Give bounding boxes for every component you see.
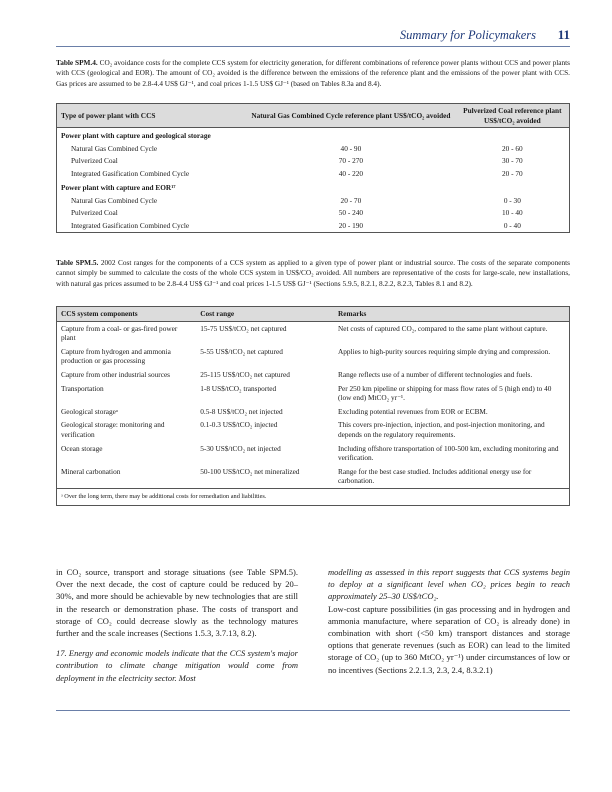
table-row xyxy=(57,465,570,489)
plant-type: Pulverized Coal xyxy=(71,208,118,218)
plant-type: Integrated Gasification Combined Cycle xyxy=(71,220,190,230)
remarks: Range reflects use of a number of different technologies and fuels. xyxy=(337,369,533,379)
body-paragraph: Low-cost capture possibilities (in gas processing and in hydrogen and ammonia manufacture, where separation of CO₂ is already done) in combination with short (<50 km) transport distances and storage options that generate revenues (such as EOR) can lead to the limited storage of CO₂ (up to 360 MtCO₂ yr⁻¹) under circumstances of low or no incentives (Sections 2.2.1.3, 2.3, 2.4, 8.3.2.1) xyxy=(328,603,570,675)
pc-cost: 20 - 60 xyxy=(501,143,523,153)
ngcc-cost: 50 - 240 xyxy=(338,208,364,218)
ngcc-cost: 20 - 190 xyxy=(338,220,364,230)
cost-range: 25-115 US$/tCO₂ net captured xyxy=(200,369,290,379)
table-label: Table SPM.5. xyxy=(56,258,99,267)
cost-range: 50-100 US$/tCO₂ net mineralized xyxy=(200,466,300,476)
caption-text: 2002 Cost ranges for the components of a CCS system as applied to a given type of power plant or industrial source. The costs of the separate components cannot simply be summed to calculate the costs of the whole CCS system in US$/CO₂ avoided. All numbers are representative of the costs for large-scale, new installations, with natural gas prices assumed to be 2.8-4.4 US$ GJ⁻¹ and coal prices 1-1.5 US$ GJ⁻¹ (Sections 5.9.5, 8.2.1, 8.2.2, 8.2.3, Tables 8.1 and 8.2). xyxy=(56,258,570,288)
remarks: Per 250 km pipeline or shipping for mass flow rates of 5 (high end) to 40 (low end) MtCO₂ yr⁻¹. xyxy=(337,383,552,403)
column-header: Remarks xyxy=(334,307,570,322)
header-rule xyxy=(56,46,570,47)
body-column-right xyxy=(328,566,570,676)
pc-cost: 0 - 40 xyxy=(503,220,521,230)
key-point-17: 17. Energy and economic models indicate that the CCS system's major contribution to climate change mitigation would come from deployment in the electricity sector. Most xyxy=(56,648,298,683)
cost-range: 15-75 US$/tCO₂ net captured xyxy=(200,323,287,333)
pc-cost: 10 - 40 xyxy=(501,208,523,218)
cost-range: 1-8 US$/tCO₂ transported xyxy=(200,383,277,393)
table-label: Table SPM.4. xyxy=(56,58,98,67)
remarks: Including offshore transportation of 100-500 km, excluding monitoring and verification. xyxy=(337,443,559,463)
column-header: Type of power plant with CCS xyxy=(57,104,247,128)
plant-type: Natural Gas Combined Cycle xyxy=(71,195,158,205)
column-header: Pulverized Coal reference plant US$/tCO₂ avoided xyxy=(456,104,570,128)
table-row xyxy=(57,207,570,220)
ngcc-cost: 70 - 270 xyxy=(338,156,364,166)
table-row xyxy=(57,382,570,405)
ngcc-cost: 40 - 220 xyxy=(338,168,364,178)
table-spm5 xyxy=(56,306,570,506)
body-column-left xyxy=(56,566,298,684)
caption-text: CO₂ avoidance costs for the complete CCS system for electricity generation, for different combinations of reference power plants without CCS and power plants with CCS (geological and EOR). The amount of CO₂ avoided is the difference between the emissions of the reference plant and the emissions of the power plant with CCS. Gas prices are assumed to be 2.8-4.4 US$ GJ⁻¹, and coal prices 1-1.5 US$ GJ⁻¹ (based on Tables 8.3a and 8.4). xyxy=(56,58,570,88)
component: Geological storage: monitoring and verification xyxy=(61,420,165,439)
column-header: Cost range xyxy=(196,307,334,322)
component: Capture from hydrogen and ammonia production or gas processing xyxy=(61,346,171,366)
table-row xyxy=(57,155,570,168)
table-row xyxy=(57,194,570,207)
remarks: Excluding potential revenues from EOR or ECBM. xyxy=(337,406,488,416)
cost-range: 0.1-0.3 US$/tCO₂ injected xyxy=(200,420,278,430)
plant-type: Integrated Gasification Combined Cycle xyxy=(71,168,190,178)
key-point-continuation: modelling as assessed in this report suggests that CCS systems begin to deploy at a significant level when CO₂ prices begin to reach approximately 25–30 US$/tCO₂. xyxy=(328,567,570,602)
table-row xyxy=(57,321,570,345)
table-spm4 xyxy=(56,103,570,233)
footer-rule xyxy=(56,710,570,711)
remarks: This covers pre-injection, injection, and post-injection monitoring, and depends on the regulatory requirements. xyxy=(337,420,545,439)
pc-cost: 30 - 70 xyxy=(501,156,523,166)
pc-cost: 20 - 70 xyxy=(501,168,523,178)
component: Mineral carbonation xyxy=(61,466,121,476)
table-row xyxy=(57,442,570,465)
remarks: Net costs of captured CO₂, compared to the same plant without capture. xyxy=(337,323,548,333)
component: Transportation xyxy=(61,383,104,393)
component: Capture from other industrial sources xyxy=(61,369,171,379)
page-number: 11 xyxy=(557,27,570,42)
cost-range: 0.5-8 US$/tCO₂ net injected xyxy=(200,406,283,416)
ngcc-cost: 40 - 90 xyxy=(340,143,362,153)
table-spm5-caption xyxy=(56,258,570,289)
component: Capture from a coal- or gas-fired power plant xyxy=(61,323,178,343)
plant-type: Natural Gas Combined Cycle xyxy=(71,143,158,153)
section-heading: Power plant with capture and geological storage xyxy=(61,131,211,141)
table-row xyxy=(57,167,570,180)
table-row xyxy=(57,368,570,382)
page-header xyxy=(56,26,570,46)
pc-cost: 0 - 30 xyxy=(503,195,521,205)
table-spm4-caption xyxy=(56,58,570,89)
table-row xyxy=(57,219,570,232)
remarks: Range for the best case studied. Includes additional energy use for carbonation. xyxy=(337,466,532,486)
table-row xyxy=(57,405,570,419)
table-row xyxy=(57,345,570,368)
table-footnote: ᵃ Over the long term, there may be additional costs for remediation and liabilities. xyxy=(57,488,570,505)
table-row xyxy=(57,142,570,155)
cost-range: 5-55 US$/tCO₂ net captured xyxy=(200,346,283,356)
column-header: Natural Gas Combined Cycle reference plant US$/tCO₂ avoided xyxy=(246,104,456,128)
body-paragraph: in CO₂ source, transport and storage situations (see Table SPM.5). Over the next decade, the cost of capture could be reduced by 20–30%, and more should be achievable by new technologies that are still in the research or demonstration phase. The costs of transport and storage of CO₂ could decrease slowly as the technology matures further and the scale increases (Sections 1.5.3, 3.7.13, 8.2). xyxy=(56,567,298,639)
cost-range: 5-30 US$/tCO₂ net injected xyxy=(200,443,281,453)
running-title: Summary for Policymakers xyxy=(399,28,536,42)
component: Ocean storage xyxy=(61,443,103,453)
section-heading: Power plant with capture and EOR¹⁷ xyxy=(61,183,176,193)
table-row xyxy=(57,418,570,441)
plant-type: Pulverized Coal xyxy=(71,156,118,166)
ngcc-cost: 20 - 70 xyxy=(340,195,362,205)
remarks: Applies to high-purity sources requiring simple drying and compression. xyxy=(337,346,551,356)
column-header: CCS system components xyxy=(57,307,197,322)
component: Geological storageᵃ xyxy=(61,406,118,416)
